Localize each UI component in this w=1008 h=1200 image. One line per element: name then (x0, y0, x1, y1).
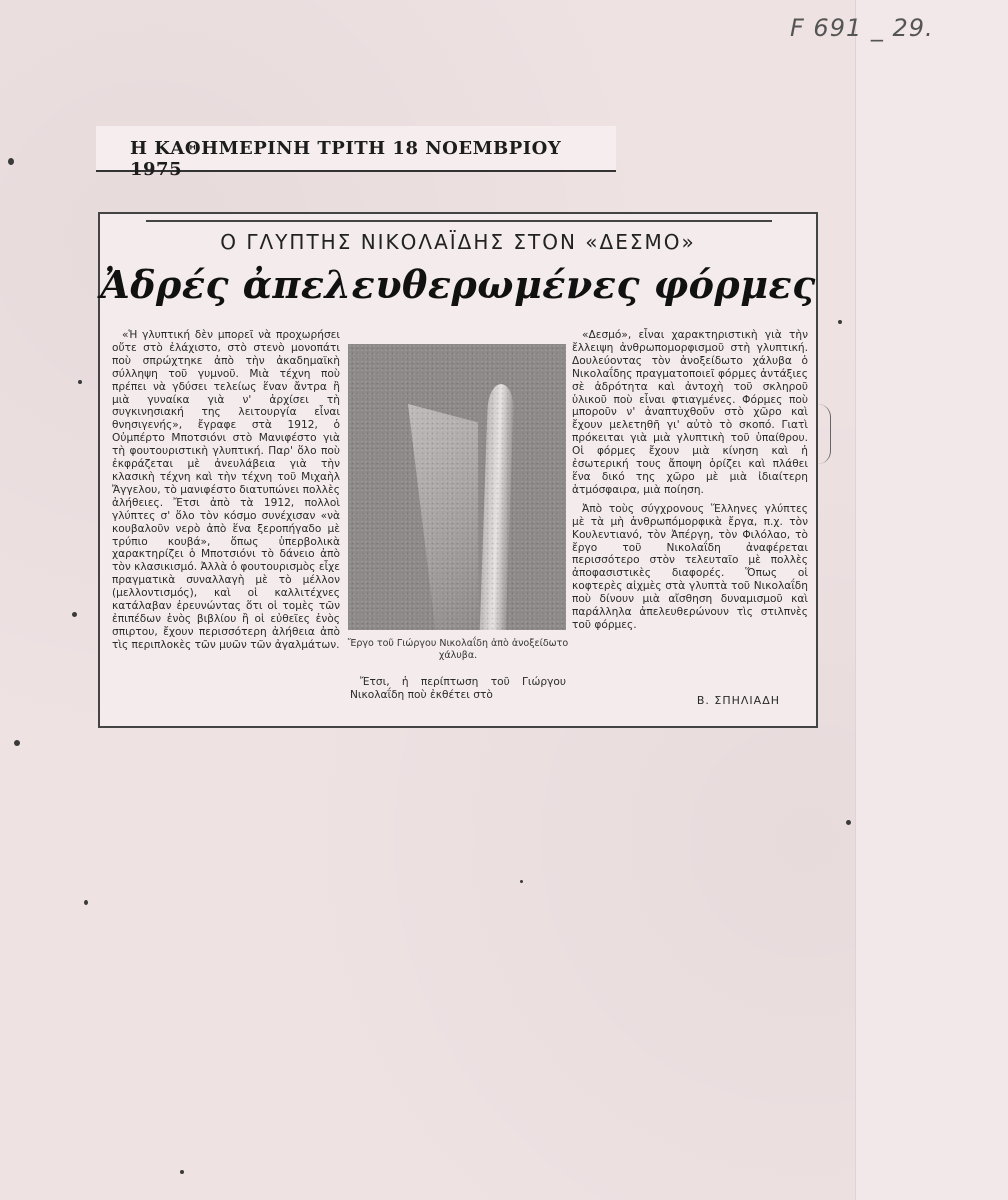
pencil-bracket-mark (818, 404, 831, 464)
column-3-paragraph-2: Ἀπὸ τοὺς σύγχρονους Ἕλληνες γλύπτες μὲ τὰ μὴ ἀνθρωπόμορφικὰ ἔργα, π.χ. τὸν Κουλεντιανό, τὸν Ἀπέργη, τὸν Φιλόλαο, τὸ ἔργο τοῦ Νικολαΐδη ἀναφέρεται περισσότερο στὸν τελευταῖο μὲ πολλὲς ἀποφασιστικὲς διαφορές. Ὅπως οἱ κοφτερὲς αἰχμὲς στὰ γλυπτὰ τοῦ Νικολαΐδη ποὺ δίνουν μιὰ αἴσθηση δυναμισμοῦ καὶ παράλληλα ἀπελευθερώνουν τὶς στιλπνὲς τοῦ φόρμες. (572, 502, 808, 631)
dateline-text: Η ΚΑΘΗΜΕΡΙΝΗ ΤΡΙΤΗ 18 ΝΟΕΜΒΡΙΟΥ 1975 (130, 138, 562, 180)
halftone-texture (348, 344, 566, 630)
ink-speck (72, 612, 77, 617)
article-column-2-text: Ἔτσι, ἡ περίπτωση τοῦ Γιώργου Νικολαΐδη ποὺ ἐκθέτει στὸ (350, 676, 566, 701)
column-3-paragraph-1: «Δεσμό», εἶναι χαρακτηριστικὴ γιὰ τὴν ἔλλειψη ἀνθρωπομορφισμοῦ στὴ γλυπτική. Δουλεύοντας τὸν ἀνοξείδωτο χάλυβα ὁ Νικολαΐδης πραγματοποιεῖ φόρμες ἀντάξιες σὲ ἀδρότητα καὶ ἀντοχὴ τοῦ σκληροῦ ὑλικοῦ ποὺ εἶναι φτιαγμένες. Φόρμες ποὺ μποροῦν ν' ἀναπτυχθοῦν στὸ χῶρο καὶ ἔχουν μελετηθῆ γι' αὐτὸ τὸ σκοπό. Γιατὶ πρόκειται γιὰ μιὰ γλυπτικὴ τοῦ ὑπαίθρου. Οἱ φόρμες ἔχουν μιὰ κίνηση καὶ ἡ ἐσωτερική τους ἄποψη ὁρίζει καὶ πλάθει ἕνα δικό της χῶρο μὲ μιὰ ἰδιαίτερη ἀτμόσφαιρα, μιὰ ποίηση. (572, 329, 808, 496)
ink-speck (180, 1170, 184, 1174)
sculpture-photo (348, 344, 566, 630)
ink-speck (78, 380, 82, 384)
ink-speck (846, 820, 851, 825)
ink-speck (838, 320, 842, 324)
article-byline: Β. ΣΠΗΛΙΑΔΗ (696, 694, 780, 707)
article-clipping (98, 212, 818, 728)
ink-speck (520, 880, 523, 883)
photo-caption: Ἔργο τοῦ Γιώργου Νικολαΐδη ἀπὸ ἀνοξείδωτο χάλυβα. (347, 638, 569, 661)
ink-speck (14, 740, 20, 746)
article-column-3 (572, 329, 808, 638)
top-rule (146, 220, 772, 222)
page-edge-strip (855, 0, 1008, 1200)
article-kicker: Ο ΓΛΥΠΤΗΣ ΝΙΚΟΛΑΪΔΗΣ ΣΤΟΝ «ΔΕΣΜΟ» (220, 230, 696, 254)
newspaper-dateline (96, 126, 616, 180)
ink-speck (84, 900, 88, 905)
column-1-text: «Ἡ γλυπτική δὲν μπορεῖ νὰ προχωρήσει οὔτε στὸ ἐλάχιστο, στὸ στενὸ μονοπάτι ποὺ σπρώχτηκε ἀπὸ τὴν ἀκαδημαϊκὴ σύλληψη τοῦ γυμνοῦ. Μιὰ τέχνη ποὺ πρέπει νὰ γδύσει τελείως ἕναν ἄντρα ἢ μιὰ γυναίκα γιὰ ν' ἀρχίσει τὴ συγκινησιακή της λειτουργία εἶναι θνησιγενής», ἔγραφε στὰ 1912, ὁ Οὐμπέρτο Μποτσιόνι στὸ Μανιφέστο γιὰ τὴ φουτουριστικὴ γλυπτική. Παρ' ὅλο ποὺ ἐκφράζεται μὲ ἀνευλάβεια γιὰ τὴν κλασικὴ τέχνη καὶ τὴν τέχνη τοῦ Μιχαὴλ Ἄγγελου, τὸ μανιφέστο διατυπώνει πολλὲς ἀλήθειες. Ἔτσι ἀπὸ τὰ 1912, πολλοὶ γλύπτες σ' ὅλο τὸν κόσμο συνέχισαν «νὰ κουβαλοῦν νερὸ ἀπὸ ἕνα ξεροπήγαδο μὲ τρύπιο κουβά», ὅπως ὑπερβολικὰ χαρακτηρίζει ὁ Μποτσιόνι τὸ δάνειο ἀπὸ τὸν κλασικισμό. Ἀλλὰ ὁ φουτουρισμὸς εἶχε πραγματικὰ συναλλαγὴ μὲ τὸ μέλλον (μελλοντισμός), καὶ οἱ καλλιτέχνες κατάλαβαν ἐρευνώντας ὅτι οἱ τομὲς τῶν ἐπιπέδων ἑνὸς βιβλίου ἢ οἱ εὐθεῖες ἑνὸς σπιρτου, ἔχουν περισσότερη ἀλήθεια ἀπὸ τὶς περιπλοκὲς τῶν μυῶν τῶν ἀγαλμάτων. (112, 329, 340, 651)
archive-code-handwritten: F 691 _ 29. (790, 14, 934, 42)
ink-speck (8, 158, 14, 165)
article-column-1 (112, 329, 340, 658)
article-headline: Ἀδρές ἀπελευθερωμένες φόρμες (100, 262, 816, 307)
